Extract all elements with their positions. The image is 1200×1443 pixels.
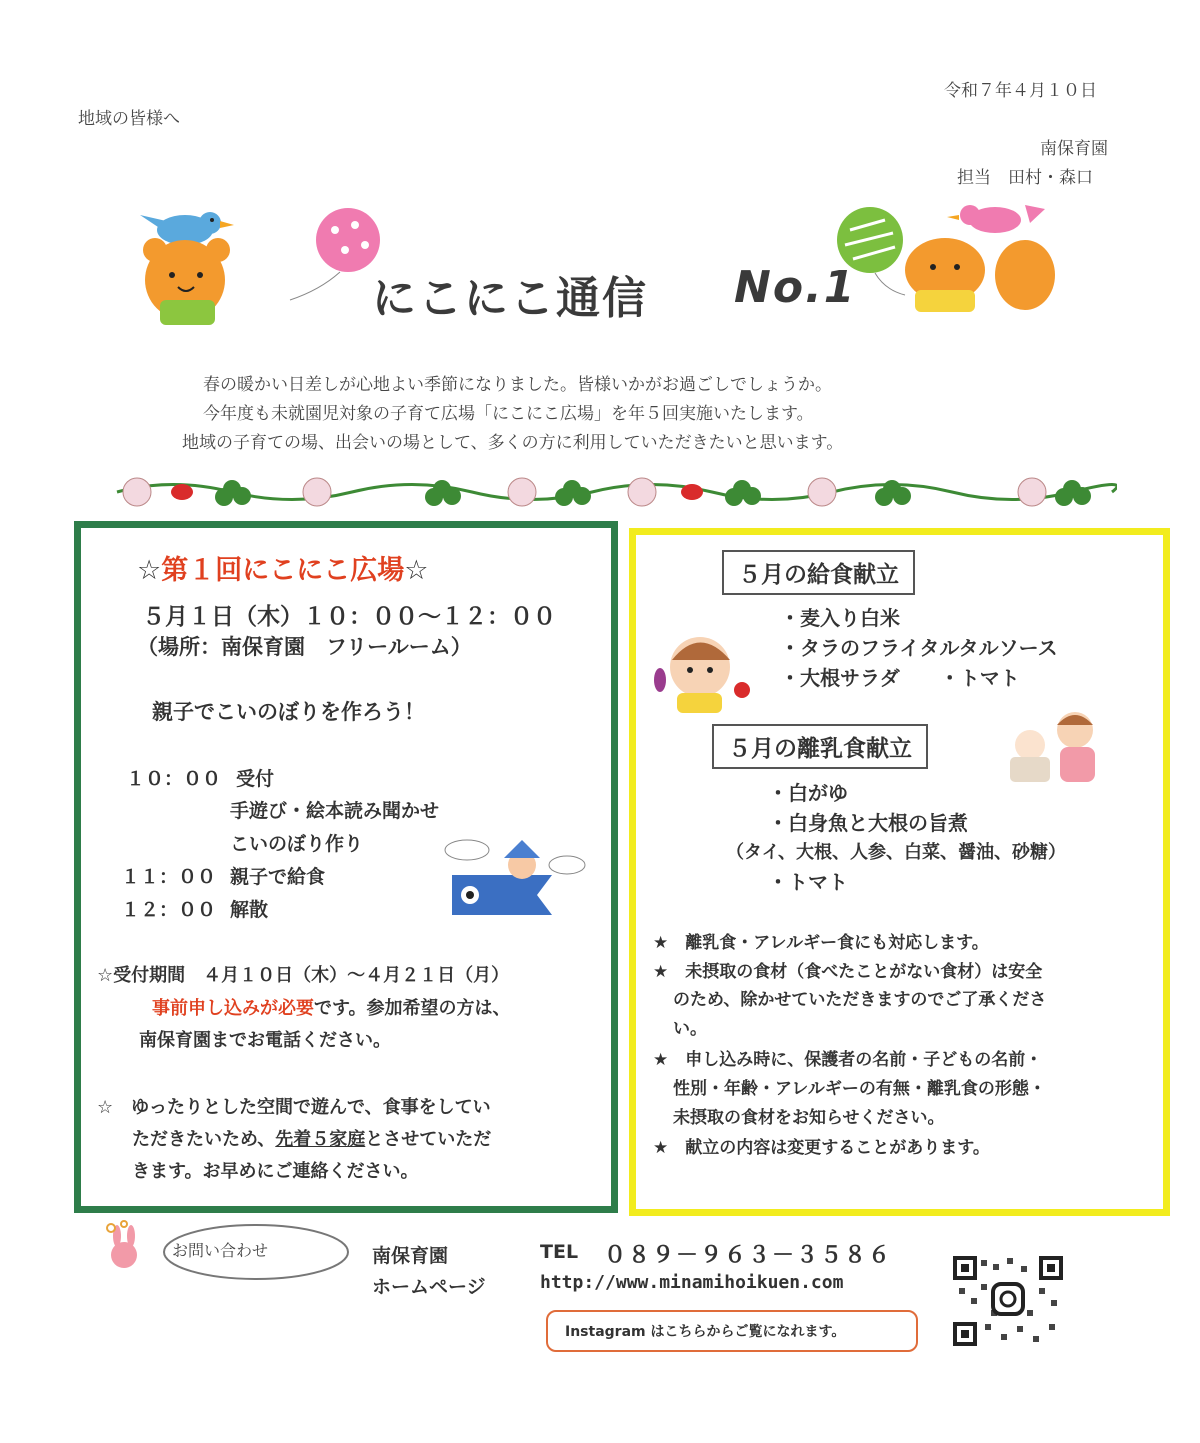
contact-label: お問い合わせ xyxy=(172,1241,269,1260)
reception-note xyxy=(152,994,511,1020)
pink-bird-icon xyxy=(947,205,1045,233)
lunch-item: ・タラのフライタルタルソース xyxy=(780,636,1058,660)
homepage-label: ホームページ xyxy=(372,1276,486,1298)
newsletter-title: にこにこ通信 xyxy=(372,273,648,324)
menu-note: 性別・年齢・アレルギーの有無・離乳食の形態・ xyxy=(673,1079,1046,1099)
date: 令和７年４月１０日 xyxy=(944,81,1097,101)
event-activity: 親子でこいのぼりを作ろう！ xyxy=(152,700,425,724)
schedule-item: 手遊び・絵本読み聞かせ xyxy=(230,800,440,822)
homepage-url[interactable]: http://www.minamihoikuen.com xyxy=(540,1272,844,1293)
lunch-item: ・麦入り白米 xyxy=(780,606,900,630)
baby-food-ingredients: （タイ、大根、人参、白菜、醤油、砂糖） xyxy=(726,842,1067,863)
staff: 担当 田村・森口 xyxy=(957,168,1093,188)
notice-line-1: ☆ ゆったりとした空間で遊んで、食事をしてい xyxy=(97,1097,491,1118)
schedule-time: １１：００ xyxy=(121,866,217,888)
issue-number: No.1 xyxy=(734,262,857,313)
star-right: ☆ xyxy=(404,555,429,586)
baby-food-item: ・白がゆ xyxy=(768,781,848,805)
balloon-icon xyxy=(290,208,380,300)
menu-note: 未摂取の食材をお知らせください。 xyxy=(673,1108,945,1128)
bear-icon xyxy=(143,238,230,325)
baby-food-item: ・トマト xyxy=(768,870,848,894)
mother-feeding-baby-icon xyxy=(1000,705,1110,787)
schedule-time: １０：００ xyxy=(126,768,222,790)
reception-rest: です。参加希望の方は、 xyxy=(314,998,511,1019)
tel-number[interactable]: ０８９－９６３－３５８６ xyxy=(604,1243,893,1268)
intro-line-2: 今年度も未就園児対象の子育て広場「にこにこ広場」を年５回実施いたします。 xyxy=(203,404,814,424)
squirrel-icon xyxy=(905,238,1055,312)
green-balloon-icon xyxy=(837,207,905,295)
recipient: 地域の皆様へ xyxy=(78,109,180,129)
intro-line-1: 春の暖かい日差しが心地よい季節になりました。皆様いかがお過ごしでしょうか。 xyxy=(203,375,832,395)
schedule-item: 解散 xyxy=(230,899,269,921)
notice-line-3: きます。お早めにご連絡ください。 xyxy=(132,1161,419,1182)
title-decoration-right xyxy=(825,195,1065,330)
star-left: ☆ xyxy=(137,555,162,586)
footer-org: 南保育園 xyxy=(372,1245,449,1267)
menu-note: ★ 申し込み時に、保護者の名前・子どもの名前・ xyxy=(653,1050,1043,1070)
rabbit-icon xyxy=(111,1242,137,1268)
reception-required: 事前申し込みが必要 xyxy=(152,998,314,1019)
intro-line-3: 地域の子育ての場、出会いの場として、多くの方に利用していただきたいと思います。 xyxy=(182,433,844,453)
menu-note: のため、除かせていただきますのでご了承くださ xyxy=(673,990,1047,1010)
notice-line-2 xyxy=(132,1125,491,1151)
event-heading xyxy=(137,548,428,587)
menu-note: ★ 未摂取の食材（食べたことがない食材）は安全 xyxy=(653,962,1043,982)
menu-note: ★ 献立の内容は変更することがあります。 xyxy=(653,1138,990,1158)
notice-pre: ただきたいため、 xyxy=(132,1129,276,1150)
schedule-item: 受付 xyxy=(236,768,275,790)
reception-period: ☆受付期間 ４月１０日（木）～４月２１日（月） xyxy=(97,965,510,986)
event-place: （場所：南保育園 フリールーム） xyxy=(137,635,472,659)
child-eating-icon xyxy=(652,625,757,715)
qr-code[interactable] xyxy=(951,1254,1065,1348)
baby-food-item: ・白身魚と大根の旨煮 xyxy=(768,811,968,835)
clover-divider xyxy=(112,472,1117,512)
schedule-time: １２：００ xyxy=(121,899,217,921)
tel-label: TEL xyxy=(540,1241,579,1263)
baby-food-menu-title: ５月の離乳食献立 xyxy=(712,724,928,769)
notice-post: とさせていただ xyxy=(365,1129,492,1150)
schedule-item: 親子で給食 xyxy=(230,866,326,888)
notice-emphasis: 先着５家庭 xyxy=(275,1129,366,1150)
event-datetime: ５月１日（木）１０：００～１２：００ xyxy=(142,604,556,630)
lunch-menu-title: ５月の給食献立 xyxy=(722,550,915,595)
lunch-item: ・大根サラダ ・トマト xyxy=(780,666,1020,690)
event-title: 第１回にこにこ広場 xyxy=(161,555,405,586)
menu-note: ★ 離乳食・アレルギー食にも対応します。 xyxy=(653,933,989,953)
koinobori-icon xyxy=(442,830,587,920)
instagram-text[interactable]: Instagram はこちらからご覧になれます。 xyxy=(565,1324,846,1340)
schedule-item: こいのぼり作り xyxy=(230,833,364,855)
menu-note: い。 xyxy=(673,1019,707,1039)
reception-call: 南保育園までお電話ください。 xyxy=(139,1030,391,1051)
organization: 南保育園 xyxy=(1040,139,1108,159)
